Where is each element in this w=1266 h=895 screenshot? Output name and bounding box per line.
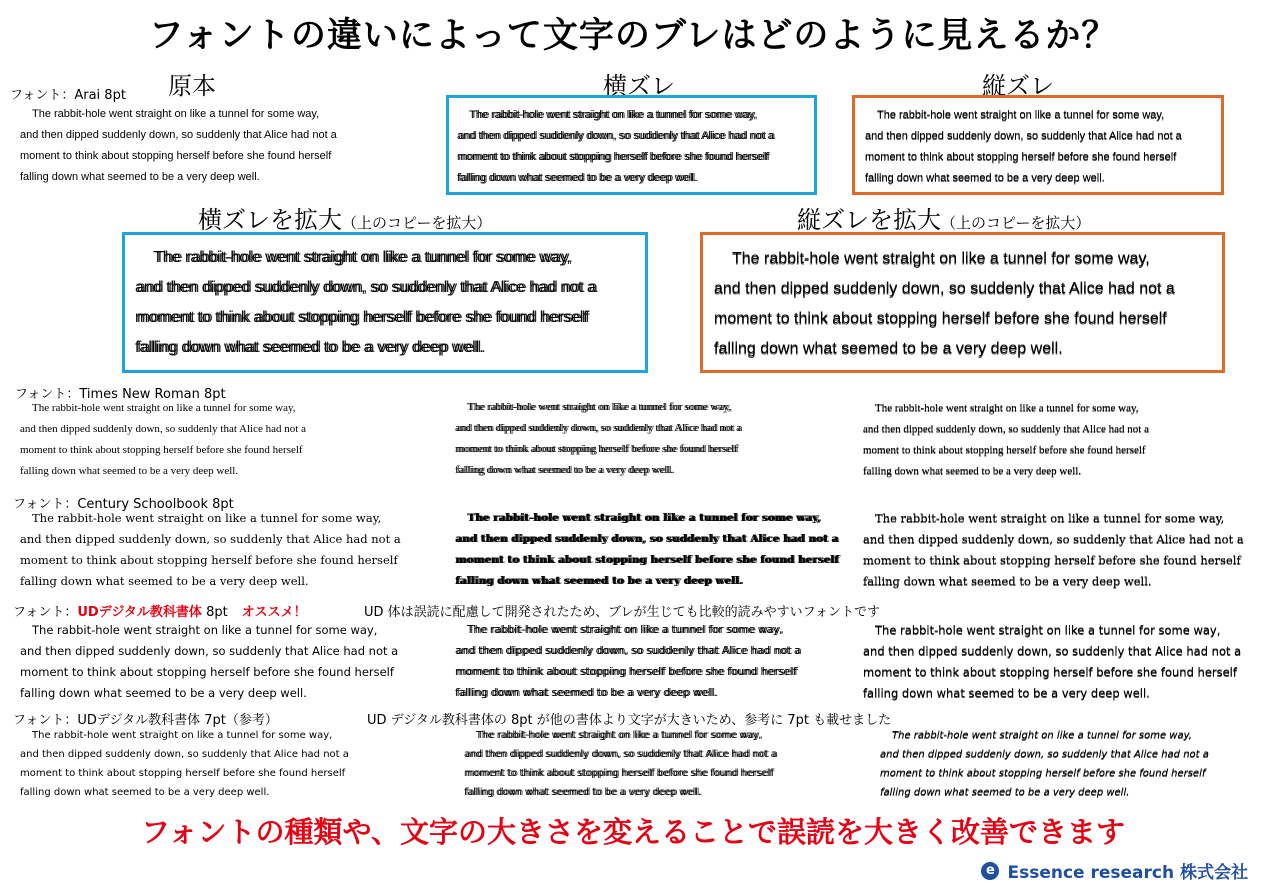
- text-line: moment to think about stopping herself before she found herself: [863, 553, 1241, 567]
- text-line: falling down what seemed to be a very deep well.: [457, 172, 697, 184]
- text-line: and then dipped suddenly down, so suddenly that Alice had not a: [880, 749, 1209, 760]
- text-line: moment to think about stopping herself before she found herself: [865, 151, 1177, 163]
- text-line: and then dipped suddenly down, so suddenly that Alice had not a: [135, 279, 596, 296]
- font-label-ud8-size: 8pt: [201, 605, 228, 620]
- text-line: The rabbit-hole went straight on like a tunnel for some way,: [32, 402, 296, 414]
- sample-century-original: [20, 508, 401, 592]
- text-line: moment to think about stopping herself before she found herself: [20, 444, 303, 456]
- text-line: moment to think about stopping herself before she found herself: [863, 444, 1146, 456]
- text-line: falling down what seemed to be a very deep well.: [455, 464, 674, 476]
- text-line: moment to think about stopping herself before she found herself: [20, 768, 346, 779]
- note-ud7: UD デジタル教科書体の 8pt が他の書体より文字が大きいため、参考に 7pt も載せました: [367, 713, 892, 728]
- text-line: moment to think about stopping herself before she found herself: [880, 768, 1206, 779]
- text-line: moment to think about stopping herself before she found herself: [457, 151, 769, 163]
- text-line: moment to think about stopping herself before she found herself: [464, 768, 773, 779]
- font-label-century: フォント：Century Schoolbook 8pt: [13, 497, 234, 512]
- text-line: falling down what seemed to be a very deep well.: [20, 171, 260, 183]
- font-label-ud8-name: UDデジタル教科書体: [77, 605, 202, 620]
- text-line: moment to think about stopping herself before she found herself: [455, 443, 738, 455]
- text-line: falling down what seemed to be a very deep well.: [20, 686, 307, 700]
- text-line: falling down what seemed to be a very deep well.: [20, 574, 309, 588]
- text-line: moment to think about stopping herself before she found herself: [135, 309, 588, 326]
- text-line: and then dipped suddenly down, so suddenly that Alice had not a: [20, 423, 306, 435]
- text-line: falling down what seemed to be a very deep well.: [880, 787, 1130, 798]
- company-name: Essence research 株式会社: [1007, 863, 1248, 883]
- text-line: and then dipped suddenly down, so suddenly that Alice had not a: [863, 423, 1149, 435]
- sample-ud7-horizontal: [464, 726, 776, 802]
- text-line: The rabbit-hole went straight on like a tunnel for some way,: [892, 730, 1192, 741]
- note-ud8: UD 体は誤読に配慮して開発されたため、ブレが生じても比較的読みやすいフォントです: [364, 605, 880, 620]
- text-line: The rabbit-hole went straight on like a tunnel for some way,: [32, 108, 320, 120]
- text-line: falling down what seemed to be a very deep well.: [863, 465, 1082, 477]
- text-line: The rabbit-hole went straight on like a tunnel for some way,: [469, 109, 757, 121]
- sample-century-horizontal: [455, 508, 839, 592]
- text-line: falling down what seemed to be a very deep well.: [455, 575, 743, 587]
- text-line: falling down what seemed to be a very deep well.: [464, 787, 701, 798]
- text-line: moment to think about stopping herself before she found herself: [20, 150, 332, 162]
- text-line: and then dipped suddenly down, so suddenly that Alice had not a: [464, 749, 777, 760]
- text-line: and then dipped suddenly down, so suddenly that Alice had not a: [863, 644, 1242, 658]
- sample-times-original: [20, 398, 306, 482]
- text-line: The rabbit-hole went straight on like a tunnel for some way,: [32, 730, 333, 741]
- text-line: moment to think about stopping herself before she found herself: [455, 666, 797, 678]
- heading-vertical-zoom-main: 縦ズレを拡大: [797, 206, 941, 234]
- text-line: and then dipped suddenly down, so suddenly that Alice had not a: [714, 280, 1175, 297]
- sample-times-vertical: [863, 398, 1149, 482]
- text-line: and then dipped suddenly down, so suddenly that Alice had not a: [455, 645, 801, 657]
- heading-vertical: 縦ズレ: [982, 72, 1054, 100]
- text-line: moment to think about stopping herself before she found herself: [455, 554, 839, 566]
- text-line: and then dipped suddenly down, so suddenly that Alice had not a: [20, 532, 401, 546]
- heading-horizontal-zoom-note: （上のコピーを拡大）: [342, 214, 492, 232]
- heading-horizontal-zoom-main: 横ズレを拡大: [198, 206, 342, 234]
- heading-original: 原本: [168, 72, 216, 100]
- sample-ud7-original: [20, 726, 349, 802]
- heading-vertical-zoom-note: （上のコピーを拡大）: [941, 214, 1091, 232]
- text-line: and then dipped suddenly down, so suddenly that Alice had not a: [20, 749, 349, 760]
- text-line: The rabbit-hole went straight on like a tunnel for some way,: [875, 402, 1139, 414]
- text-line: falling down what seemed to be a very deep well.: [135, 339, 484, 356]
- text-line: falling down what seemed to be a very deep well.: [865, 172, 1105, 184]
- sample-ud8-horizontal: [455, 620, 800, 704]
- text-line: The rabbit-hole went straight on like a tunnel for some way,: [877, 109, 1165, 121]
- text-line: moment to think about stopping herself before she found herself: [863, 665, 1237, 679]
- text-line: and then dipped suddenly down, so suddenly that Alice had not a: [457, 130, 774, 142]
- text-line: The rabbit-hole went straight on like a tunnel for some way,: [732, 250, 1150, 267]
- text-line: and then dipped suddenly down, so suddenly that Alice had not a: [863, 532, 1244, 546]
- text-line: and then dipped suddenly down, so suddenly that Alice had not a: [20, 129, 337, 141]
- heading-vertical-zoom: [797, 200, 1090, 235]
- text-line: falling down what seemed to be a very deep well.: [863, 686, 1150, 700]
- heading-horizontal-zoom: [198, 200, 491, 235]
- text-line: falling down what seemed to be a very deep well.: [20, 465, 239, 477]
- sample-times-horizontal: [455, 397, 741, 481]
- sample-ud7-vertical: [880, 726, 1209, 802]
- font-label-arial: フォント：Arai 8pt: [10, 88, 126, 103]
- text-line: falling down what seemed to be a very deep well.: [20, 787, 270, 798]
- text-line: and then dipped suddenly down, so suddenly that Alice had not a: [20, 644, 399, 658]
- text-line: The rabbit-hole went straight on like a tunnel for some way,: [875, 623, 1221, 637]
- zoom-horizontal-box: [122, 232, 648, 373]
- sample-arial-vertical-box: [852, 95, 1224, 195]
- sample-arial-horizontal-box: [446, 95, 817, 195]
- text-line: The rabbit-hole went straight on like a tunnel for some way,: [153, 249, 571, 266]
- text-line: moment to think about stopping herself before she found herself: [20, 553, 398, 567]
- sample-century-vertical: [863, 508, 1244, 592]
- text-line: The rabbit-hole went straight on like a tunnel for some way,: [476, 730, 762, 741]
- conclusion-message: フォントの種類や、文字の大きさを変えることで誤読を大きく改善できます: [141, 815, 1125, 849]
- text-line: The rabbit-hole went straight on like a tunnel for some way,: [32, 623, 378, 637]
- font-label-times: フォント：Times New Roman 8pt: [15, 387, 226, 402]
- text-line: and then dipped suddenly down, so suddenly that Alice had not a: [865, 130, 1182, 142]
- text-line: falling down what seemed to be a very deep well.: [863, 574, 1152, 588]
- text-line: The rabbit-hole went straight on like a tunnel for some way,: [467, 512, 821, 524]
- sample-arial-original: [20, 104, 337, 188]
- text-line: and then dipped suddenly down, so suddenly that Alice had not a: [455, 422, 741, 434]
- text-line: and then dipped suddenly down, so suddenly that Alice had not a: [455, 533, 839, 545]
- sample-ud8-original: [20, 620, 398, 704]
- zoom-vertical-box: [700, 232, 1225, 373]
- recommend-badge: オススメ！: [241, 605, 307, 620]
- font-label-ud8: [13, 601, 307, 620]
- text-line: moment to think about stopping herself before she found herself: [20, 665, 394, 679]
- page-title: フォントの違いによって文字のブレはどのように見えるか？: [148, 16, 1118, 56]
- text-line: moment to think about stopping herself before she found herself: [714, 310, 1167, 327]
- text-line: The rabbit-hole went straight on like a tunnel for some way,: [467, 401, 731, 413]
- heading-horizontal: 横ズレ: [603, 72, 675, 100]
- font-label-ud8-prefix: フォント：: [13, 605, 78, 620]
- text-line: falling down what seemed to be a very deep well.: [714, 340, 1063, 357]
- text-line: The rabbit-hole went straight on like a tunnel for some way,: [467, 624, 783, 636]
- text-line: falling down what seemed to be a very deep well.: [455, 687, 717, 699]
- sample-ud8-vertical: [863, 620, 1241, 704]
- text-line: The rabbit-hole went straight on like a tunnel for some way,: [32, 511, 382, 525]
- company-logo: [981, 858, 1248, 883]
- font-label-ud7: フォント：UDデジタル教科書体 7pt（参考）: [13, 713, 278, 728]
- logo-e-icon: e: [981, 862, 999, 880]
- text-line: The rabbit-hole went straight on like a tunnel for some way,: [875, 511, 1225, 525]
